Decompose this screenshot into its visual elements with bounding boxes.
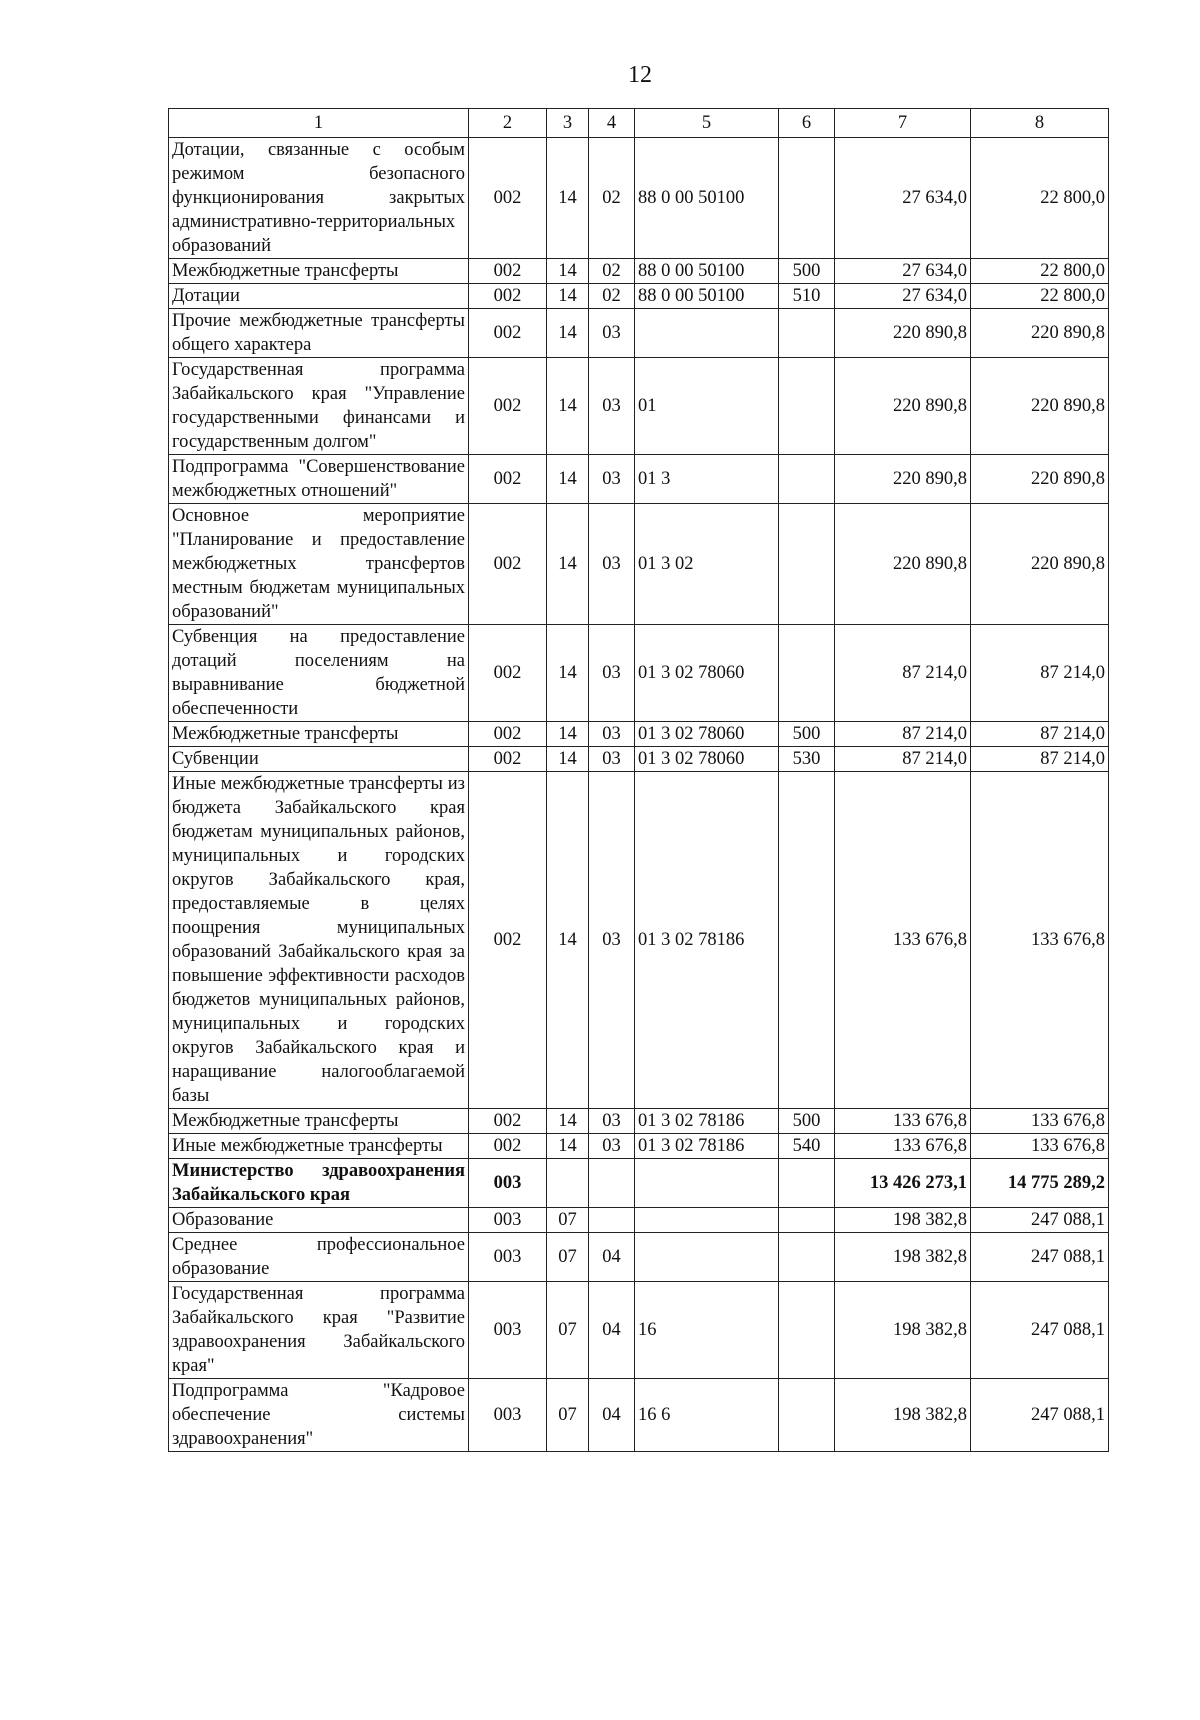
table-row xyxy=(169,259,1109,284)
section-code: 14 xyxy=(547,1109,589,1134)
table-row xyxy=(169,747,1109,772)
table-row xyxy=(169,138,1109,259)
col-header: 6 xyxy=(779,109,835,138)
expense-type-code xyxy=(779,138,835,259)
subsection-code: 03 xyxy=(589,309,635,358)
col-header: 3 xyxy=(547,109,589,138)
table-row xyxy=(169,1282,1109,1379)
ministry-code: 002 xyxy=(469,455,547,504)
table-row xyxy=(169,1159,1109,1208)
ministry-code: 002 xyxy=(469,722,547,747)
item-name: Подпрограмма "Кадровое обеспечение системы здравоохранения" xyxy=(169,1379,469,1452)
expense-type-code xyxy=(779,455,835,504)
col-header: 8 xyxy=(971,109,1109,138)
subsection-code: 04 xyxy=(589,1282,635,1379)
ministry-code: 002 xyxy=(469,772,547,1109)
subsection-code: 02 xyxy=(589,284,635,309)
amount-col7: 87 214,0 xyxy=(835,747,971,772)
ministry-code: 003 xyxy=(469,1379,547,1452)
item-name: Межбюджетные трансферты xyxy=(169,259,469,284)
section-code xyxy=(547,1159,589,1208)
expense-type-code xyxy=(779,772,835,1109)
target-code: 01 3 02 78060 xyxy=(635,747,779,772)
section-code: 07 xyxy=(547,1379,589,1452)
target-code xyxy=(635,1233,779,1282)
subsection-code: 03 xyxy=(589,504,635,625)
table-row xyxy=(169,722,1109,747)
col-header: 2 xyxy=(469,109,547,138)
header-row xyxy=(169,109,1109,138)
target-code xyxy=(635,1159,779,1208)
amount-col8: 22 800,0 xyxy=(971,284,1109,309)
amount-col7: 87 214,0 xyxy=(835,722,971,747)
target-code xyxy=(635,309,779,358)
expense-type-code xyxy=(779,1208,835,1233)
amount-col7: 27 634,0 xyxy=(835,284,971,309)
amount-col7: 220 890,8 xyxy=(835,358,971,455)
amount-col8: 220 890,8 xyxy=(971,358,1109,455)
section-code: 14 xyxy=(547,455,589,504)
target-code: 16 xyxy=(635,1282,779,1379)
section-code: 14 xyxy=(547,358,589,455)
item-name: Межбюджетные трансферты xyxy=(169,722,469,747)
col-header: 7 xyxy=(835,109,971,138)
ministry-code: 003 xyxy=(469,1208,547,1233)
table-row xyxy=(169,1109,1109,1134)
item-name: Образование xyxy=(169,1208,469,1233)
amount-col8: 133 676,8 xyxy=(971,1134,1109,1159)
section-code: 14 xyxy=(547,1134,589,1159)
section-code: 07 xyxy=(547,1233,589,1282)
ministry-code: 002 xyxy=(469,625,547,722)
section-code: 14 xyxy=(547,138,589,259)
target-code: 01 3 xyxy=(635,455,779,504)
amount-col8: 220 890,8 xyxy=(971,504,1109,625)
ministry-code: 002 xyxy=(469,284,547,309)
item-name: Субвенции xyxy=(169,747,469,772)
target-code: 16 6 xyxy=(635,1379,779,1452)
amount-col7: 27 634,0 xyxy=(835,259,971,284)
table-row xyxy=(169,455,1109,504)
item-name: Дотации xyxy=(169,284,469,309)
table-row xyxy=(169,309,1109,358)
ministry-code: 002 xyxy=(469,747,547,772)
amount-col7: 133 676,8 xyxy=(835,1134,971,1159)
amount-col7: 27 634,0 xyxy=(835,138,971,259)
section-code: 07 xyxy=(547,1282,589,1379)
expense-type-code xyxy=(779,625,835,722)
table-row xyxy=(169,504,1109,625)
item-name: Министерство здравоохранения Забайкальского края xyxy=(169,1159,469,1208)
table-row xyxy=(169,1208,1109,1233)
amount-col8: 14 775 289,2 xyxy=(971,1159,1109,1208)
expense-type-code xyxy=(779,358,835,455)
table-row xyxy=(169,1134,1109,1159)
expense-type-code: 540 xyxy=(779,1134,835,1159)
expense-type-code xyxy=(779,504,835,625)
item-name: Дотации, связанные с особым режимом безопасного функционирования закрытых административно-территориальных образований xyxy=(169,138,469,259)
section-code: 14 xyxy=(547,284,589,309)
section-code: 14 xyxy=(547,504,589,625)
budget-table xyxy=(168,108,1109,1452)
target-code: 88 0 00 50100 xyxy=(635,284,779,309)
ministry-code: 002 xyxy=(469,309,547,358)
amount-col8: 220 890,8 xyxy=(971,455,1109,504)
section-code: 14 xyxy=(547,259,589,284)
item-name: Подпрограмма "Совершенствование межбюджетных отношений" xyxy=(169,455,469,504)
target-code: 01 3 02 78186 xyxy=(635,1134,779,1159)
target-code: 88 0 00 50100 xyxy=(635,259,779,284)
expense-type-code xyxy=(779,1233,835,1282)
subsection-code: 03 xyxy=(589,455,635,504)
item-name: Прочие межбюджетные трансферты общего характера xyxy=(169,309,469,358)
expense-type-code: 510 xyxy=(779,284,835,309)
subsection-code: 03 xyxy=(589,747,635,772)
target-code: 01 3 02 xyxy=(635,504,779,625)
target-code: 88 0 00 50100 xyxy=(635,138,779,259)
subsection-code xyxy=(589,1159,635,1208)
amount-col8: 247 088,1 xyxy=(971,1233,1109,1282)
target-code: 01 3 02 78186 xyxy=(635,772,779,1109)
col-header: 1 xyxy=(169,109,469,138)
target-code: 01 3 02 78060 xyxy=(635,625,779,722)
amount-col8: 247 088,1 xyxy=(971,1379,1109,1452)
amount-col8: 87 214,0 xyxy=(971,722,1109,747)
ministry-code: 003 xyxy=(469,1282,547,1379)
table-row xyxy=(169,1233,1109,1282)
expense-type-code xyxy=(779,1379,835,1452)
ministry-code: 002 xyxy=(469,1134,547,1159)
subsection-code: 03 xyxy=(589,772,635,1109)
subsection-code xyxy=(589,1208,635,1233)
amount-col8: 87 214,0 xyxy=(971,747,1109,772)
table-row xyxy=(169,284,1109,309)
amount-col8: 247 088,1 xyxy=(971,1282,1109,1379)
amount-col8: 22 800,0 xyxy=(971,259,1109,284)
ministry-code: 002 xyxy=(469,1109,547,1134)
amount-col7: 198 382,8 xyxy=(835,1379,971,1452)
amount-col7: 220 890,8 xyxy=(835,309,971,358)
table-row xyxy=(169,772,1109,1109)
section-code: 14 xyxy=(547,625,589,722)
expense-type-code: 500 xyxy=(779,1109,835,1134)
expense-type-code: 500 xyxy=(779,722,835,747)
item-name: Субвенция на предоставление дотаций поселениям на выравнивание бюджетной обеспеченности xyxy=(169,625,469,722)
subsection-code: 02 xyxy=(589,259,635,284)
target-code: 01 3 02 78186 xyxy=(635,1109,779,1134)
page-number: 12 xyxy=(628,62,652,88)
subsection-code: 04 xyxy=(589,1233,635,1282)
subsection-code: 04 xyxy=(589,1379,635,1452)
amount-col7: 133 676,8 xyxy=(835,772,971,1109)
subsection-code: 02 xyxy=(589,138,635,259)
col-header: 5 xyxy=(635,109,779,138)
amount-col8: 87 214,0 xyxy=(971,625,1109,722)
subsection-code: 03 xyxy=(589,358,635,455)
amount-col7: 198 382,8 xyxy=(835,1233,971,1282)
subsection-code: 03 xyxy=(589,1109,635,1134)
item-name: Среднее профессиональное образование xyxy=(169,1233,469,1282)
section-code: 14 xyxy=(547,747,589,772)
section-code: 14 xyxy=(547,772,589,1109)
item-name: Иные межбюджетные трансферты из бюджета Забайкальского края бюджетам муниципальных районов, муниципальных и городских округов Забайкальского края, предоставляемые в целях поощрения муниципальных образований Забайкальского края за повышение эффективности расходов бюджетов муниципальных районов, муниципальных и городских округов Забайкальского края и наращивание налогооблагаемой базы xyxy=(169,772,469,1109)
ministry-code: 003 xyxy=(469,1233,547,1282)
target-code: 01 3 02 78060 xyxy=(635,722,779,747)
table-row xyxy=(169,1379,1109,1452)
col-header: 4 xyxy=(589,109,635,138)
ministry-code: 003 xyxy=(469,1159,547,1208)
subsection-code: 03 xyxy=(589,722,635,747)
table-row xyxy=(169,358,1109,455)
item-name: Основное мероприятие "Планирование и предоставление межбюджетных трансфертов местным бюджетам муниципальных образований" xyxy=(169,504,469,625)
item-name: Межбюджетные трансферты xyxy=(169,1109,469,1134)
amount-col8: 220 890,8 xyxy=(971,309,1109,358)
amount-col8: 247 088,1 xyxy=(971,1208,1109,1233)
amount-col7: 198 382,8 xyxy=(835,1282,971,1379)
subsection-code: 03 xyxy=(589,625,635,722)
ministry-code: 002 xyxy=(469,259,547,284)
amount-col7: 220 890,8 xyxy=(835,455,971,504)
amount-col8: 22 800,0 xyxy=(971,138,1109,259)
item-name: Государственная программа Забайкальского края "Развитие здравоохранения Забайкальского края" xyxy=(169,1282,469,1379)
subsection-code: 03 xyxy=(589,1134,635,1159)
amount-col7: 133 676,8 xyxy=(835,1109,971,1134)
expense-type-code: 530 xyxy=(779,747,835,772)
ministry-code: 002 xyxy=(469,358,547,455)
expense-type-code xyxy=(779,1282,835,1379)
ministry-code: 002 xyxy=(469,138,547,259)
expense-type-code xyxy=(779,1159,835,1208)
target-code: 01 xyxy=(635,358,779,455)
amount-col7: 87 214,0 xyxy=(835,625,971,722)
amount-col7: 13 426 273,1 xyxy=(835,1159,971,1208)
amount-col7: 220 890,8 xyxy=(835,504,971,625)
section-code: 14 xyxy=(547,722,589,747)
target-code xyxy=(635,1208,779,1233)
section-code: 07 xyxy=(547,1208,589,1233)
expense-type-code xyxy=(779,309,835,358)
item-name: Государственная программа Забайкальского края "Управление государственными финансами и государственным долгом" xyxy=(169,358,469,455)
amount-col7: 198 382,8 xyxy=(835,1208,971,1233)
section-code: 14 xyxy=(547,309,589,358)
expense-type-code: 500 xyxy=(779,259,835,284)
item-name: Иные межбюджетные трансферты xyxy=(169,1134,469,1159)
ministry-code: 002 xyxy=(469,504,547,625)
amount-col8: 133 676,8 xyxy=(971,1109,1109,1134)
amount-col8: 133 676,8 xyxy=(971,772,1109,1109)
table-row xyxy=(169,625,1109,722)
